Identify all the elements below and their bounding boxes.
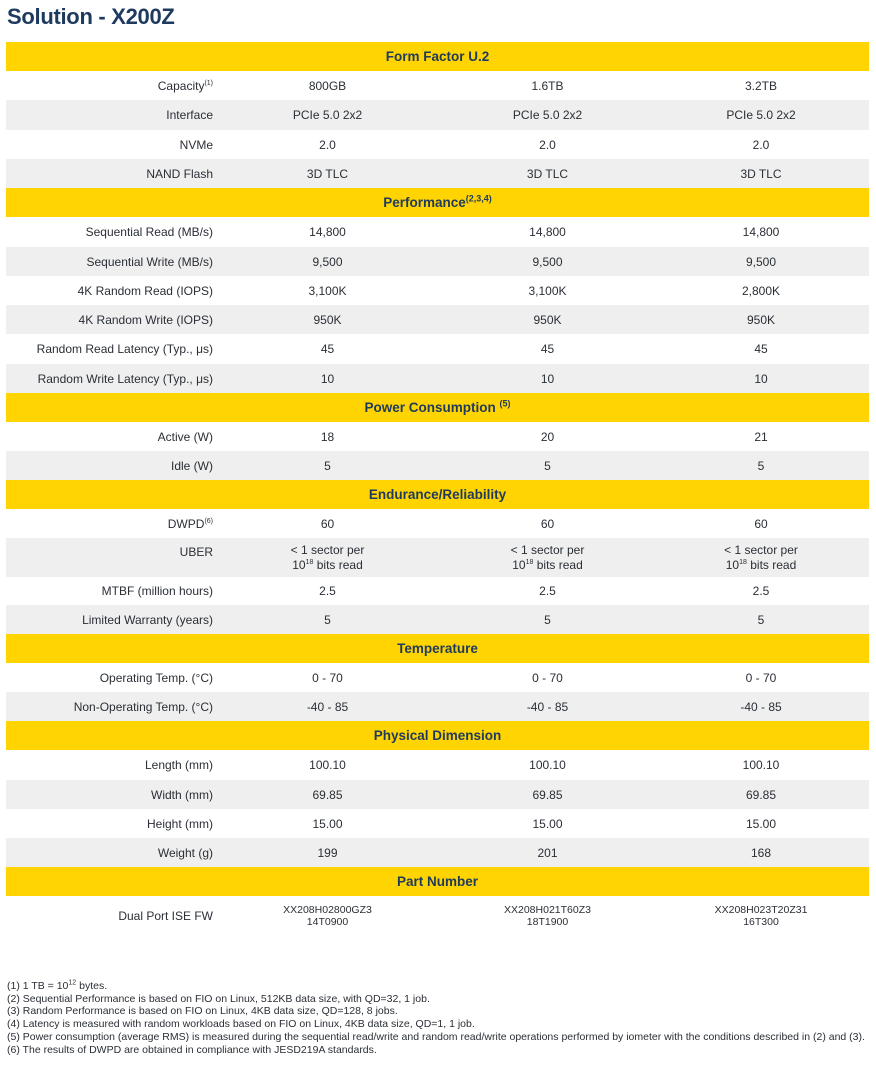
row-label: Sequential Read (MB/s) [85, 225, 213, 239]
section-form-factor [6, 42, 869, 71]
table-cell: 10 [653, 364, 869, 393]
footnote-6: (6) The results of DWPD are obtained in compliance with JESD219A standards. [7, 1043, 377, 1056]
table-cell: 100.10 [529, 758, 566, 772]
table-cell: 199 [213, 838, 442, 867]
table-cell: 800GB [308, 78, 347, 93]
row-label: Random Read Latency (Typ., μs) [36, 342, 213, 356]
table-cell: 21 [754, 429, 768, 444]
table-cell: 18 [320, 429, 335, 444]
section-title: Endurance/Reliability [6, 480, 869, 509]
table-cell: 0 - 70 [532, 670, 563, 685]
table-cell: 60 [320, 516, 335, 531]
table-cell: 14,800 [309, 225, 346, 239]
table-row [6, 451, 869, 480]
table-cell: 60 [540, 516, 555, 531]
row-label: Capacity$^{(1)}$ [157, 78, 213, 93]
table-row [6, 364, 869, 393]
table-cell: 14,800 [742, 225, 780, 239]
table-cell: 5 [213, 605, 442, 634]
row-label: Active (W) [157, 429, 213, 444]
table-row [6, 130, 869, 159]
table-cell: PCIe 5.0 2x2 [653, 100, 869, 130]
footnote-3: (3) Random Performance is based on FIO on Linux, 4KB data size, QD=128, 8 jobs. [7, 1005, 398, 1018]
table-cell: 9,500 [442, 247, 653, 276]
section-title: Physical Dimension [6, 721, 869, 750]
row-label: Random Write Latency (Typ., μs) [6, 364, 213, 393]
table-cell: 3D TLC [653, 159, 869, 188]
row-label: 4K Random Write (IOPS) [6, 305, 213, 334]
footnotes [7, 980, 873, 1056]
table-cell: < 1 sector per $10^{18}$ bits read [442, 538, 653, 577]
section-title: Temperature [6, 634, 869, 663]
row-label: NVMe [179, 137, 213, 152]
table-cell: 5 [653, 605, 869, 634]
row-label: Weight (g) [6, 838, 213, 867]
table-cell: 168 [653, 838, 869, 867]
row-label: Interface [6, 100, 213, 130]
table-cell: 15.00 [532, 816, 563, 831]
table-cell: 3,100K [308, 283, 347, 298]
row-label: Length (mm) [144, 758, 213, 772]
table-cell: 69.85 [213, 780, 442, 809]
row-label: Sequential Write (MB/s) [6, 247, 213, 276]
table-cell: 15.00 [312, 816, 343, 831]
table-cell: 100.10 [309, 758, 346, 772]
table-cell: XX208H021T60Z3 18T1900 [504, 904, 591, 928]
table-cell: 9,500 [213, 247, 442, 276]
row-label: Height (mm) [146, 816, 213, 831]
table-row [6, 71, 869, 100]
table-cell: -40 - 85 [653, 692, 869, 721]
row-label: Limited Warranty (years) [6, 605, 213, 634]
table-cell: 100.10 [742, 758, 780, 772]
table-cell: 5 [653, 451, 869, 480]
table-cell: 2,800K [741, 283, 781, 298]
table-cell: 10 [213, 364, 442, 393]
row-label: MTBF (million hours) [101, 584, 213, 598]
table-row [6, 100, 869, 130]
row-label: UBER [6, 538, 213, 577]
section-physical [6, 721, 869, 750]
table-cell: 69.85 [442, 780, 653, 809]
table-cell: 2.0 [319, 137, 336, 152]
table-cell: < 1 sector per $10^{18}$ bits read [653, 538, 869, 577]
table-cell: 9,500 [653, 247, 869, 276]
section-temperature [6, 634, 869, 663]
table-cell: 1.6TB [531, 78, 564, 93]
table-cell: 45 [320, 342, 335, 356]
table-cell: 2.5 [539, 584, 556, 598]
table-row [6, 750, 869, 780]
row-label: Idle (W) [6, 451, 213, 480]
footnote-4: (4) Latency is measured with random workloads based on FIO on Linux, 4KB data size, QD=1, 1 job. [7, 1018, 475, 1031]
row-label: Non-Operating Temp. (°C) [6, 692, 213, 721]
table-cell: PCIe 5.0 2x2 [213, 100, 442, 130]
spec-table [6, 42, 869, 936]
section-performance [6, 188, 869, 217]
section-power [6, 393, 869, 422]
table-cell: 0 - 70 [745, 670, 777, 685]
row-label: Width (mm) [6, 780, 213, 809]
table-row [6, 605, 869, 634]
table-row [6, 538, 869, 577]
table-cell: < 1 sector per $10^{18}$ bits read [213, 538, 442, 577]
table-row [6, 780, 869, 809]
section-title: Performance$^{(2,3,4)}$ [6, 188, 869, 217]
table-cell: 14,800 [529, 225, 566, 239]
table-cell: 3D TLC [213, 159, 442, 188]
section-part-number [6, 867, 869, 896]
table-row [6, 305, 869, 334]
table-cell: XX208H02800GZ3 14T0900 [283, 904, 372, 928]
table-cell: 0 - 70 [312, 670, 343, 685]
table-row [6, 809, 869, 838]
table-cell: 69.85 [653, 780, 869, 809]
table-cell: 3D TLC [442, 159, 653, 188]
table-cell: -40 - 85 [442, 692, 653, 721]
table-row [6, 509, 869, 538]
table-row [6, 159, 869, 188]
row-label: NAND Flash [6, 159, 213, 188]
section-title: Power Consumption $^{(5)}$ [6, 393, 869, 422]
section-endurance [6, 480, 869, 509]
row-label: DWPD$^{(6)}$ [167, 516, 213, 531]
footnote-5: (5) Power consumption (average RMS) is measured during the sequential read/write and random read/write operations performed by iometer with the conditions described in (2) and (3). [7, 1030, 865, 1043]
row-label: Dual Port ISE FW [118, 909, 213, 923]
page-title: Solution - X200Z [7, 4, 175, 29]
table-row [6, 692, 869, 721]
table-row [6, 247, 869, 276]
table-cell: 5 [213, 451, 442, 480]
table-row [6, 422, 869, 451]
table-cell: 10 [442, 364, 653, 393]
table-row [6, 217, 869, 247]
footnote-1: (1) 1 TB = $10^{12}$ bytes. [7, 979, 108, 992]
table-row [6, 334, 869, 364]
table-cell: 950K [653, 305, 869, 334]
table-row [6, 276, 869, 305]
section-title: Part Number [6, 867, 869, 896]
table-cell: 60 [754, 516, 768, 531]
table-cell: 201 [442, 838, 653, 867]
footnote-2: (2) Sequential Performance is based on FIO on Linux, 512KB data size, with QD=32, 1 job. [7, 992, 430, 1005]
row-label: Operating Temp. (°C) [99, 670, 213, 685]
table-row [6, 838, 869, 867]
table-cell: 5 [442, 451, 653, 480]
table-cell: 3,100K [528, 283, 567, 298]
table-cell: 3.2TB [745, 78, 778, 93]
table-cell: 45 [540, 342, 555, 356]
row-label: 4K Random Read (IOPS) [77, 283, 213, 298]
table-cell: 20 [540, 429, 555, 444]
table-cell: 2.0 [752, 137, 770, 152]
table-cell: 45 [754, 342, 768, 356]
table-cell: XX208H023T20Z31 16T300 [714, 904, 808, 928]
table-cell: -40 - 85 [213, 692, 442, 721]
table-cell: 2.5 [752, 584, 770, 598]
table-cell: 950K [442, 305, 653, 334]
table-cell: 2.0 [539, 137, 556, 152]
table-row [6, 577, 869, 605]
table-row [6, 663, 869, 692]
table-cell: PCIe 5.0 2x2 [442, 100, 653, 130]
table-row [6, 896, 869, 936]
section-title: Form Factor U.2 [6, 42, 869, 71]
table-cell: 2.5 [319, 584, 336, 598]
table-cell: 5 [442, 605, 653, 634]
table-cell: 15.00 [746, 816, 777, 831]
table-cell: 950K [213, 305, 442, 334]
